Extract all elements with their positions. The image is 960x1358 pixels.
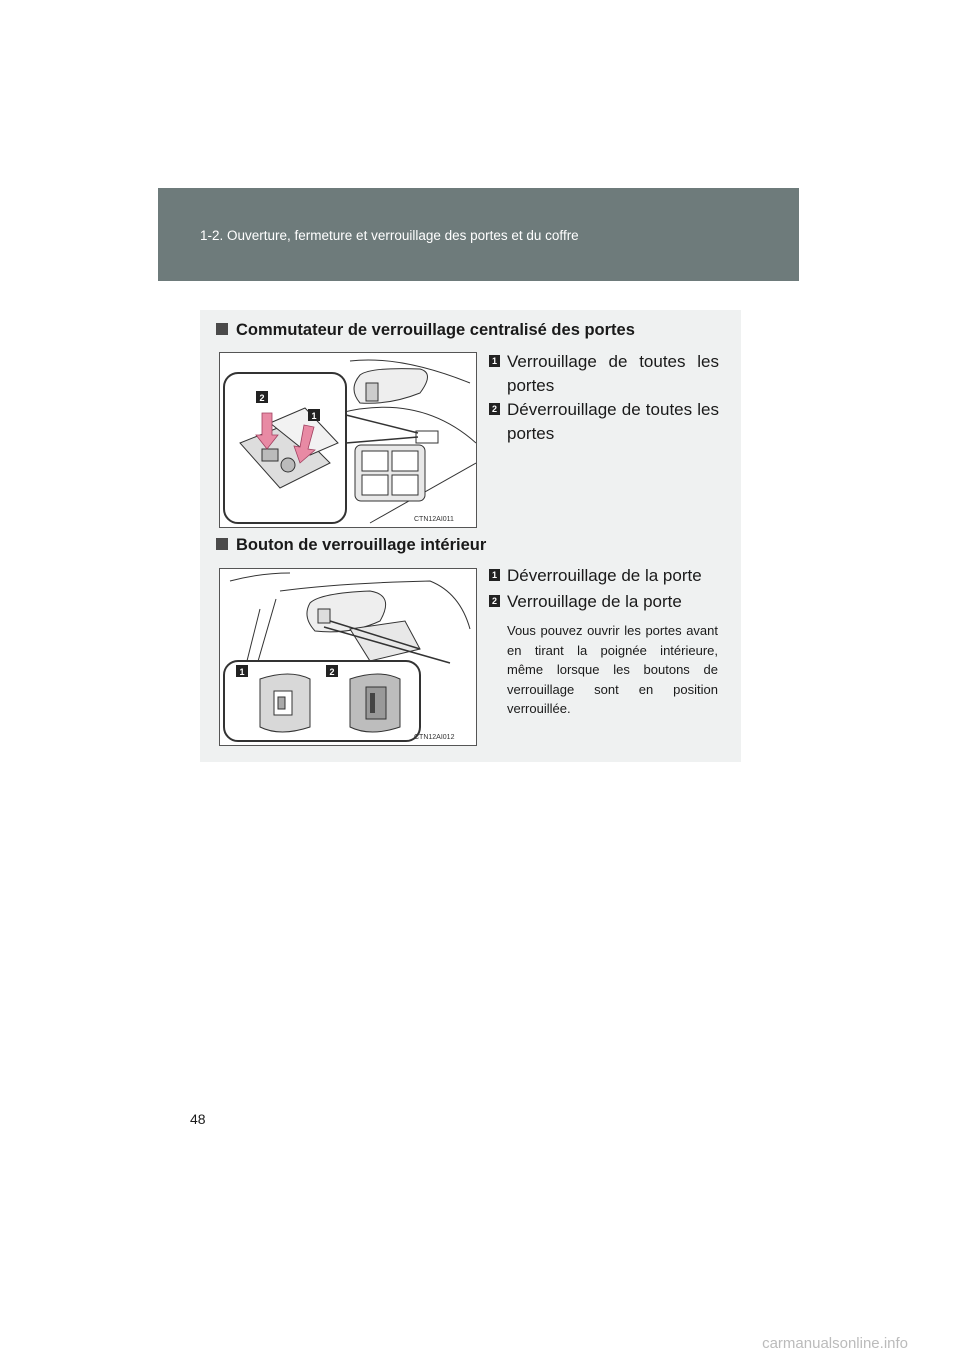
section-title-inner-lock: Bouton de verrouillage intérieur bbox=[216, 536, 486, 555]
svg-text:1: 1 bbox=[311, 411, 317, 421]
section-header-title: 1-2. Ouverture, fermeture et verrouillage des portes et du coffre bbox=[200, 228, 579, 243]
square-bullet-icon bbox=[216, 538, 228, 550]
inner-lock-button-illustration bbox=[220, 569, 476, 745]
figure-code: CTN12AI011 bbox=[414, 516, 454, 523]
list-item: 2 Déverrouillage de toutes les portes bbox=[489, 398, 719, 446]
figure-central-lock-switch bbox=[219, 352, 477, 528]
note-paragraph: Vous pouvez ouvrir les portes avant en tirant la poignée intérieure, même lorsque les boutons de verrouillage sont en position verrouillée. bbox=[507, 623, 718, 716]
watermark: carmanualsonline.info bbox=[762, 1335, 908, 1352]
section-title-central-lock: Commutateur de verrouillage centralisé des portes bbox=[216, 321, 635, 340]
svg-text:2: 2 bbox=[259, 393, 265, 403]
square-bullet-icon bbox=[216, 323, 228, 335]
svg-text:2: 2 bbox=[329, 667, 335, 677]
page-number: 48 bbox=[190, 1111, 206, 1127]
figure-inner-lock-button bbox=[219, 568, 477, 746]
list-item: 1 Déverrouillage de la porte bbox=[489, 564, 719, 588]
figure-code: CTN12AI012 bbox=[414, 734, 455, 741]
central-lock-switch-illustration bbox=[220, 353, 476, 527]
svg-text:1: 1 bbox=[239, 667, 245, 677]
list-item: 1 Verrouillage de toutes les portes bbox=[489, 350, 719, 398]
list-item: 2 Verrouillage de la porte bbox=[489, 590, 719, 614]
section-header bbox=[158, 188, 799, 281]
